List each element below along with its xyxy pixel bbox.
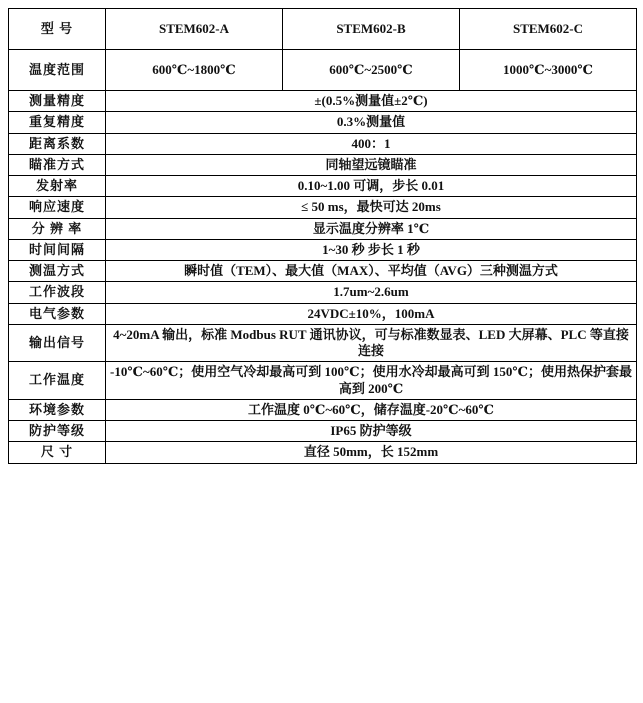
row-value: STEM602-B (283, 9, 460, 50)
table-row (9, 197, 637, 218)
row-value: 同轴望远镜瞄准 (106, 154, 637, 175)
row-label: 温度范围 (9, 50, 106, 91)
row-label: 防护等级 (9, 421, 106, 442)
table-row (9, 261, 637, 282)
row-value: 瞬时值（TEM）、最大值（MAX）、平均值（AVG）三种测温方式 (106, 261, 637, 282)
row-value: 600℃~1800℃ (106, 50, 283, 91)
row-label: 测量精度 (9, 91, 106, 112)
table-row (9, 133, 637, 154)
row-label: 工作波段 (9, 282, 106, 303)
row-value: 24VDC±10%，100mA (106, 303, 637, 324)
row-value: 直径 50mm，长 152mm (106, 442, 637, 463)
row-value: 1000℃~3000℃ (460, 50, 637, 91)
row-label: 输出信号 (9, 324, 106, 362)
row-value: -10℃~60℃；使用空气冷却最高可到 100℃；使用水冷却最高可到 150℃；使用热保护套最高到 200℃ (106, 362, 637, 400)
row-label: 工作温度 (9, 362, 106, 400)
row-value: IP65 防护等级 (106, 421, 637, 442)
table-row (9, 282, 637, 303)
row-label: 测温方式 (9, 261, 106, 282)
row-label: 电气参数 (9, 303, 106, 324)
table-row (9, 421, 637, 442)
table-row (9, 154, 637, 175)
table-row (9, 442, 637, 463)
table-row (9, 112, 637, 133)
row-label: 尺 寸 (9, 442, 106, 463)
table-row (9, 218, 637, 239)
row-label: 环境参数 (9, 399, 106, 420)
table-row (9, 303, 637, 324)
table-body (9, 9, 637, 464)
row-value: ≤ 50 ms，最快可达 20ms (106, 197, 637, 218)
row-label: 重复精度 (9, 112, 106, 133)
table-row (9, 50, 637, 91)
table-row (9, 362, 637, 400)
table-row (9, 176, 637, 197)
row-value: STEM602-A (106, 9, 283, 50)
row-value: 显示温度分辨率 1℃ (106, 218, 637, 239)
row-value: 4~20mA 输出，标准 Modbus RUT 通讯协议，可与标准数显表、LED 大屏幕、PLC 等直接连接 (106, 324, 637, 362)
row-label: 距离系数 (9, 133, 106, 154)
row-value: 0.10~1.00 可调，步长 0.01 (106, 176, 637, 197)
row-value: 400：1 (106, 133, 637, 154)
row-value: 1.7um~2.6um (106, 282, 637, 303)
table-row (9, 399, 637, 420)
row-value: 工作温度 0℃~60℃，储存温度-20℃~60℃ (106, 399, 637, 420)
row-label: 响应速度 (9, 197, 106, 218)
row-value: 0.3%测量值 (106, 112, 637, 133)
row-label: 分 辨 率 (9, 218, 106, 239)
table-row (9, 239, 637, 260)
row-value: 600℃~2500℃ (283, 50, 460, 91)
row-label: 时间间隔 (9, 239, 106, 260)
row-label: 发射率 (9, 176, 106, 197)
table-row (9, 324, 637, 362)
row-label: 型 号 (9, 9, 106, 50)
table-row (9, 91, 637, 112)
row-value: ±(0.5%测量值±2℃) (106, 91, 637, 112)
table-row (9, 9, 637, 50)
specification-table (8, 8, 637, 464)
row-value: 1~30 秒 步长 1 秒 (106, 239, 637, 260)
row-value: STEM602-C (460, 9, 637, 50)
row-label: 瞄准方式 (9, 154, 106, 175)
